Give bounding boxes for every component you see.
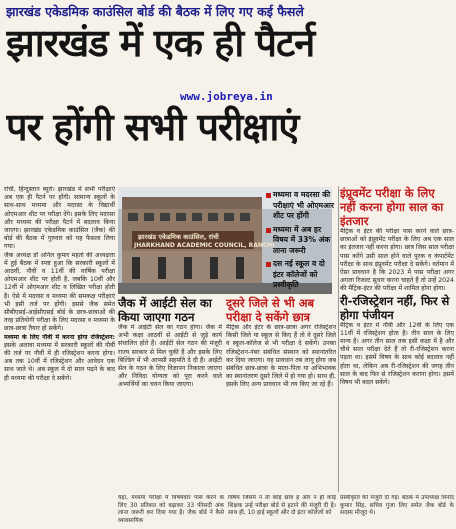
key-point [266,225,338,257]
paragraph-3-lead: मध्यमा के लिए नौवीं में करना होगा रजिस्ट्रेशन: [4,333,115,341]
registration-heading: री-रजिस्ट्रेशन नहीं, फिर से होगा पंजीयन [340,293,450,322]
article-kicker: झारखंड एकेडमिक काउंसिल बोर्ड की बैठक में लिए गए कई फैसले [6,4,304,19]
paragraph-2: जैक अध्यक्ष डॉ अनिल कुमार महतो की अध्यक्षता में हुई बैठक में स्पष्ट हुआ कि सरकारी स्कूलों में आठवीं, नौवीं व 11वीं की वार्षिक परीक्षा ओएमआर शीट पर होती है, जबकि 10वीं और 12वीं में ओएमआर शीट व लिखित परीक्षा होती है। ऐसे में मदरसा व मध्यमा की समकक्ष परीक्षाएं भी इसी तर्ज पर होंगी। इससे जैक समेत सीबीएसई-आईसीएसई बोर्ड के छात्र-छात्राओं की तरह प्रतियोगी परीक्षा के लिए मदरसा व मध्यमा के छात्र-छात्रा तैयार हो सकेंगे। [4,251,115,333]
headline-line-2: पर होंगी सभी परीक्षाएं [6,105,299,149]
key-point-text: दस नई स्कूल व दो इंटर कॉलेजों को प्रस्वीकृति [273,259,325,289]
building-sign-hindi: झारखंड एकेडमिक काउंसिल, रांची [138,233,219,241]
key-points [266,190,338,294]
key-point-text: मध्यमा में अब हर विषय में 33% अंक लाना जरूरी [273,224,331,255]
bottom-strip [118,495,454,525]
headline-line-1: झारखंड में एक ही पैटर्न [6,21,315,65]
column-left [4,186,115,526]
column-it-cell [118,296,222,390]
bullet-square-icon [266,262,271,267]
improvement-heading: इंप्रूवमेंट परीक्षा के लिए नहीं करना होगा साल का इंतजार [340,186,444,228]
column-divider [338,186,339,492]
paragraph-3-body: इसके अलावा मध्यमा में सरकारी स्कूलों की नौवीं की तर्ज पर नौवीं में ही रजिस्ट्रेशन करना होगा। अब तक 10वीं में रजिस्ट्रेशन और आवेदन एक साथ जाते थे। अब स्कूल में दो साल पढ़ने के बाद ही मध्यमा की परीक्षा दे सकेंगे। [4,341,115,382]
column-right [340,186,454,387]
column-other-district [226,296,336,390]
it-cell-heading: जैक में आईटी सेल का किया जाएगा गठन [118,296,212,324]
key-point [266,259,338,291]
it-cell-body: जैक में आईटी सेल का गठन होगा। जैक में अभी कक्षा आठवीं से आईटी से जुड़े कार्य संचालित होते हैं। आईटी सेल गठन की मंजूरी राज्य सरकार से मिल चुकी है और इसके लिए बिल्डिंग में भी आपसी सहमति दे दी है। आईटी सेल के गठन के लिए विज्ञापन निकाला जाएगा और निविदा योग्यता को पूरा करने वाले अभ्यर्थियों का चयन किया जाएगा। [118,324,222,389]
paragraph-3 [4,334,115,383]
improvement-body: मैट्रिक व इंटर की परीक्षा पास करने वाले छात्र-छात्राओं को इंप्रूवमेंट परीक्षा के लिए अब एक साल का इंतजार नहीं करना होगा। छात्र जिस साल परीक्षा पास करेंगे उसी साल होने वाले पूरक व कंपार्टमेंट परीक्षा के साथ इंप्रूवमेंट परीक्षा दे सकेंगे। वर्तमान में ऐसा प्रावधान है कि 2023 में पास परीक्षा अगर अगला रिजल्ट सुधार करना चाहते हैं तो उन्हें 2024 की मैट्रिक-इंटर की परीक्षा में शामिल होना होगा। [340,228,454,293]
bottom-para-1: यहाँ, मध्यमा परीक्षा में विषयवार पास करने के लिए 30 प्रतिशत को बढ़ाकर 33 फीसदी अंक लाना जरूरी कर दिया गया है। जैक बोर्ड ने कैसे व्यावसायिक [118,495,224,524]
building-sign-english: JHARKHAND ACADEMIC COUNCIL, RANCHI [134,242,275,249]
key-point-text: मध्यमा व मदरसा की परीक्षाएं भी ओएमआर शीट पर होंगी [273,190,334,220]
site-url-watermark: www.jobreya.in [180,90,273,103]
bullet-square-icon [266,193,271,198]
bottom-para-3: प्रस्वीकृति की मंजूरी दी गई। बैठक में उपाध्यक्ष विनोद कुमार सिंह, सचिव गुंजा लिए समेत जैक बोर्ड के सदस्य मौजूद थे। [340,495,454,517]
intro-paragraph: रांची, हिन्दुस्तान ब्यूरो। झारखंड में सभी परीक्षाएं अब एक ही पैटर्न पर होंगी। सामान्य स्कूलों के साथ-साथ मध्यमा और मदरसा के विद्यार्थी ओएमआर शीट पर परीक्षा देंगे। इसके लिए मदरसा और मध्यमा की परीक्षा पैटर्न में बदलाव किया जाएगा। झारखंड एकेडमिक काउंसिल (जैक) की बोर्ड की बैठक में गुरुवार को यह फैसला लिया गया। [4,186,115,251]
bullet-square-icon [266,228,271,233]
key-point [266,190,338,222]
other-district-heading: दूसरे जिले से भी अब परीक्षा दे सकेंगे छात्र [226,296,315,324]
other-district-body: मैट्रिक और इंटर के छात्र-छात्रा अगर रजिस्ट्रेशन किसी जिले या स्कूल से किए हैं तो वे दूसरे जिले व स्कूल-कॉलेज से भी परीक्षा दे सकेंगे। उनका रजिस्ट्रेशन-नंबर संबंधित संस्थान को स्थानांतरित कर दिया जाएगा। यह प्रावधान तब लागू होगा जब संबंधित छात्र-छात्रा के माता-पिता या अभिभावक का स्थानांतरण दूसरे जिले में हो गया हो। साथ ही, इसके लिए अन्य प्रावधान भी तय किए जा रहे हैं। [226,324,336,389]
registration-body: मैट्रिक व इंटर में नौवीं और 12वीं के लिए एक 11वीं में रजिस्ट्रेशन होता है। तीन साल के लिए मान्य है। अगर तीन साल तक इसी कक्षा में है और चौथे साल परीक्षा देते हैं तो री-रजिस्ट्रेशन करना पड़ता था। इसमें विषय के साथ कोई बदलाव नहीं होता था, लेकिन अब री-रजिस्ट्रेशन की जगह तीन साल के बाद फिर से रजिस्ट्रेशन कराना होगा। इसमें विषय भी बदल सकेंगे। [340,321,454,387]
bottom-para-2: विषय जिसमें न तो कोई छात्र हैं और न ही कोई शिक्षक उन्हें परीक्षा बोर्ड से हटाने की मंजूरी दी है। साथ ही, 10 हाई स्कूलों और दो इंटर कॉलेजों को [228,495,336,517]
